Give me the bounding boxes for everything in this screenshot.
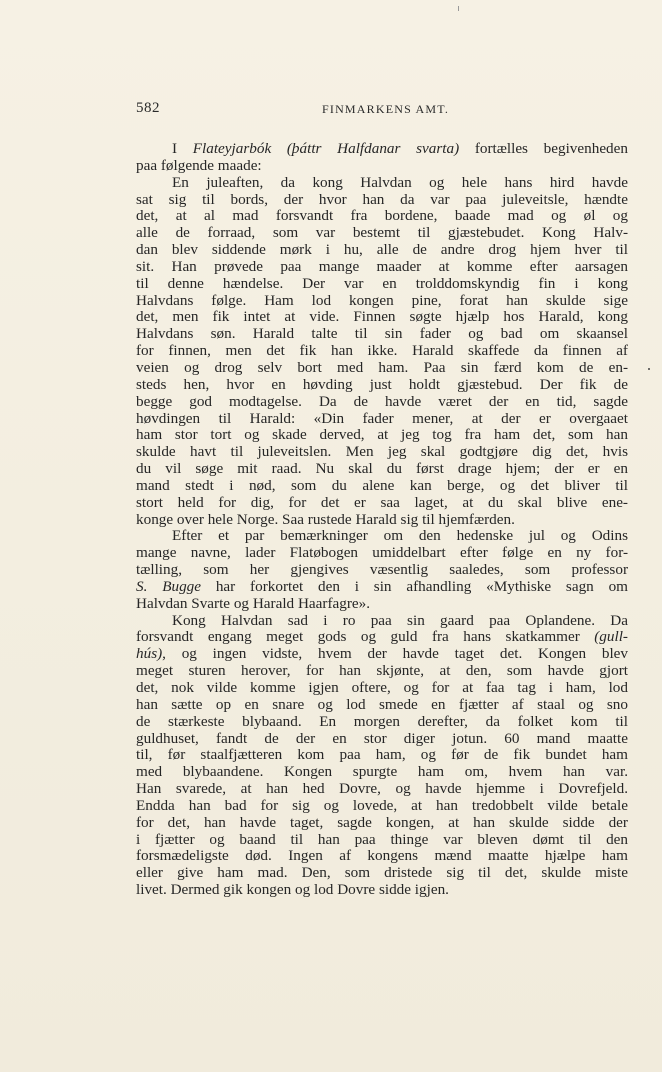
text-line (136, 293, 628, 310)
text-segment: alle de forraad, som var bestemt til gjæstebudet. Kong Halv- (136, 224, 628, 242)
text-segment: det, nok vilde komme igjen oftere, og for at faa tag i ham, lod (136, 679, 628, 696)
text-segment: har forkortet den i sin afhandling «Mythiske sagn om (201, 577, 628, 595)
text-segment: paa følgende maade: (136, 156, 262, 174)
text-segment: steds hen, hvor en høvding just holdt gjæstebud. Der fik de (136, 375, 628, 393)
text-segment: dan blev siddende mørk i hu, alle de andre drog hjem hver til (136, 241, 628, 259)
text-segment: de stærkeste blybaand. En morgen derefter, da folket kom til (136, 712, 628, 730)
text-line (136, 175, 628, 192)
italic-text: Flateyjarbók (þáttr Halfdanar svarta) (192, 140, 460, 157)
text-line (136, 798, 628, 815)
margin-mark (648, 368, 650, 370)
text-segment: eller give ham mad. Den, som dristede sig til det, skulde miste (136, 864, 628, 882)
text-line (136, 832, 628, 849)
text-line (136, 764, 628, 781)
italic-text: S. Bugge (136, 577, 202, 595)
text-segment: han sætte op en snare og lod smede en fjætter af staal og sno (136, 695, 628, 713)
text-segment: høvdingen til Harald: «Din fader mener, at der er overgaaet (136, 409, 628, 427)
text-line (136, 697, 628, 714)
text-segment: I (172, 140, 193, 157)
text-line (136, 731, 628, 748)
text-line (136, 680, 628, 697)
text-line (136, 411, 628, 428)
text-line (136, 276, 628, 293)
text-segment: Halvdans følge. Ham lod kongen pine, forat han skulde sige (136, 291, 628, 309)
text-line (136, 613, 628, 630)
text-line (136, 848, 628, 865)
text-segment: Efter et par bemærkninger om den hedenske jul og Odins (172, 527, 628, 545)
text-line (136, 495, 628, 512)
text-line (136, 747, 628, 764)
text-segment: ham stor tort og skade derved, at jeg tog fra ham det, som han (136, 426, 628, 444)
text-line (136, 394, 628, 411)
text-line (136, 259, 628, 276)
text-line (136, 663, 628, 680)
text-segment: livet. Dermed gik kongen og lod Dovre sidde igjen. (136, 881, 449, 899)
text-line (136, 882, 628, 899)
text-segment: det, men fik intet at vide. Finnen søgte hjælp hos Harald, kong (136, 308, 628, 326)
text-segment: tælling, som her gjengives væsentlig saaledes, som professor (136, 561, 628, 579)
italic-text: hús) (136, 645, 163, 663)
text-line (136, 579, 628, 596)
text-line (136, 427, 628, 444)
text-segment: sat sig til bords, der hvor han da var paa juleveitsle, hændte (136, 190, 628, 208)
text-segment: veien og drog selv bort med ham. Paa sin færd kom de en- (136, 358, 628, 376)
running-title: FINMARKENS AMT. (322, 102, 450, 116)
text-line (136, 545, 628, 562)
text-segment: for det, han havde taget, sagde kongen, at han skulde sidde der (136, 813, 628, 831)
text-segment: Kong Halvdan sad i ro paa sin gaard paa Oplandene. Da (172, 611, 628, 629)
text-line (136, 141, 628, 158)
text-segment: fortælles begivenheden (459, 140, 628, 157)
text-line (136, 158, 628, 175)
text-line (136, 629, 628, 646)
text-segment: i fjætter og baand til han paa thinge var bleven dømt til den (136, 830, 628, 848)
text-line (136, 714, 628, 731)
text-segment: Han svarede, at han hed Dovre, og havde hjemme i Dovrefjeld. (136, 780, 628, 798)
text-line (136, 478, 628, 495)
page-number: 582 (136, 100, 160, 116)
text-segment: for finnen, men det fik han ikke. Harald skaffede da finnen af (136, 342, 628, 360)
text-line (136, 208, 628, 225)
page-header (136, 100, 628, 122)
text-line (136, 646, 628, 663)
text-segment: mange navne, lader Flatøbogen umiddelbart efter følge en ny for- (136, 544, 628, 562)
text-segment: , og ingen vidste, hvem der havde taget det. Kongen blev (162, 645, 628, 663)
text-segment: guldhuset, fandt de der en stor diger jotun. 60 mand maatte (136, 729, 628, 747)
text-line (136, 444, 628, 461)
text-line (136, 192, 628, 209)
text-segment: En juleaften, da kong Halvdan og hele hans hird havde (172, 173, 628, 191)
text-segment: konge over hele Norge. Saa rustede Harald sig til hjemfærden. (136, 510, 515, 528)
text-segment: meget sturen herover, for han skjønte, at den, som havde gjort (136, 662, 628, 680)
text-line (136, 781, 628, 798)
text-segment: Halvdan Svarte og Harald Haarfagre». (136, 594, 371, 612)
text-line (136, 309, 628, 326)
text-segment: til denne hændelse. Der var en trolddomskyndig fin i kong (136, 274, 628, 292)
text-segment: stort held for dig, for det er saa laget, at du skal blive ene- (136, 493, 628, 511)
text-segment: sit. Han prøvede paa mange maader at komme efter aarsagen (136, 257, 628, 275)
paper-speck (458, 6, 459, 11)
text-line (136, 461, 628, 478)
text-segment: Endda han bad for sig og lovede, at han tredobbelt vilde betale (136, 796, 628, 814)
text-segment: forsmædeligste død. Ingen af kongens mænd maatte hjælpe ham (136, 847, 628, 865)
text-segment: du vil søge mit raad. Nu skal du først drage hjem; der er en (136, 460, 628, 478)
text-line (136, 596, 628, 613)
text-line (136, 225, 628, 242)
italic-text: (gull- (594, 628, 628, 646)
text-segment: til, før staalfjætteren kom paa ham, og før de fik bundet ham (136, 746, 628, 764)
text-line (136, 512, 628, 529)
text-segment: begge god modtagelse. Da de havde været der en tid, sagde (136, 392, 628, 410)
text-segment: mand stedt i nød, som du alene kan berge, og det bliver til (136, 476, 628, 494)
text-line (136, 865, 628, 882)
text-line (136, 343, 628, 360)
text-line (136, 815, 628, 832)
text-line (136, 562, 628, 579)
text-segment: skulde havt til juleveitslen. Men jeg skal godtgjøre dig det, hvis (136, 443, 628, 461)
text-segment: forsvandt engang meget gods og guld fra hans skatkammer (136, 628, 595, 646)
text-segment: det, at al mad forsvandt fra bordene, baade mad og øl og (136, 207, 628, 225)
text-line (136, 326, 628, 343)
text-line (136, 377, 628, 394)
text-line (136, 360, 628, 377)
text-segment: Halvdans søn. Harald talte til sin fader og bad om skaansel (136, 325, 628, 343)
text-line (136, 528, 628, 545)
text-segment: med blybaandene. Kongen spurgte ham om, hvem han var. (136, 763, 628, 781)
text-line (136, 242, 628, 259)
body-text (136, 141, 628, 899)
